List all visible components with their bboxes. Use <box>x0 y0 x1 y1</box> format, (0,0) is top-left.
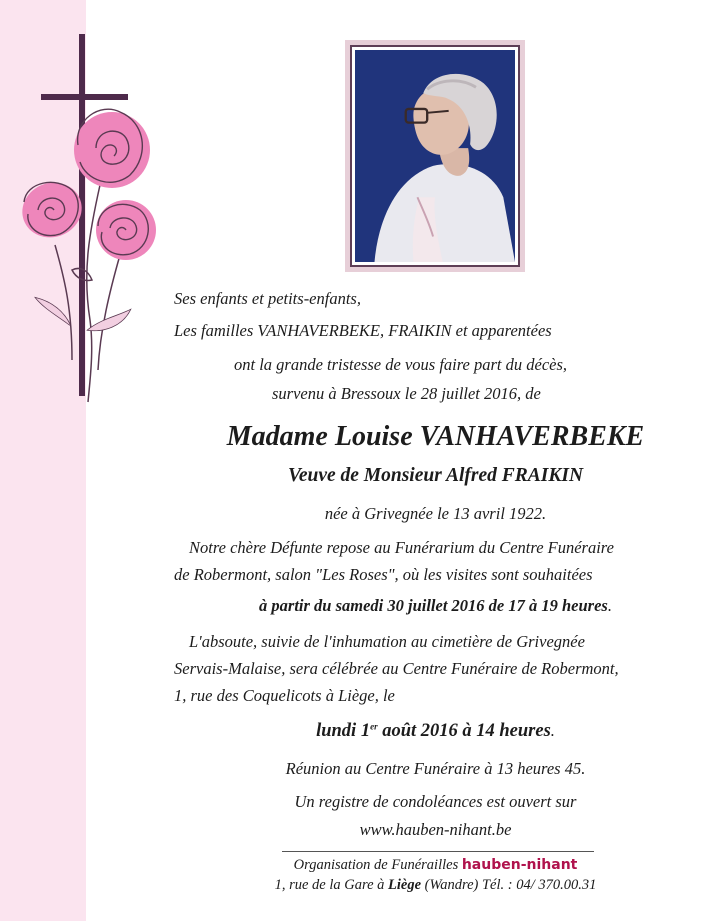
rose-right-icon <box>96 200 156 260</box>
footer-address-2: (Wandre) Tél. : 04/ 370.00.31 <box>424 877 597 893</box>
ceremony-date-part-2: août 2016 à 14 heures <box>377 721 551 741</box>
leaf-left <box>36 298 70 325</box>
footer-address-1: 1, rue de la Gare à <box>274 877 385 893</box>
brand-logo: hauben-nihant <box>461 857 578 873</box>
birth-line: née à Grivegnée le 13 avril 1922. <box>324 504 547 523</box>
deceased-name: Madame Louise VANHAVERBEKE <box>226 421 645 452</box>
ceremony-date-part-1: lundi 1 <box>316 721 371 741</box>
cross-horizontal <box>41 94 128 100</box>
cross-roses-decoration <box>0 30 170 410</box>
widow-of-line: Veuve de Monsieur Alfred FRAIKIN <box>287 465 584 486</box>
footer-divider <box>282 851 594 852</box>
footer-city: Liège <box>388 877 422 893</box>
condolences-line: Un registre de condoléances est ouvert sur <box>294 792 577 811</box>
sorrow-line-1: ont la grande tristesse de vous faire part du décès, <box>234 355 568 374</box>
ceremony-line-1: L'absoute, suivie de l'inhumation au cimetière de Grivegnée <box>189 632 585 651</box>
footer-organisation <box>174 858 697 873</box>
footer-org-label: Organisation de Funérailles <box>293 857 459 873</box>
family-line-1: Ses enfants et petits-enfants, <box>174 289 361 308</box>
visitation-times-end: . <box>607 596 612 615</box>
ceremony-date-end: . <box>550 721 555 740</box>
sorrow-line-2: survenu à Bressoux le 28 juillet 2016, de <box>272 384 541 403</box>
condolences-url[interactable]: www.hauben-nihant.be <box>359 820 512 839</box>
rose-top-icon <box>74 109 150 188</box>
reunion-line: Réunion au Centre Funéraire à 13 heures 45. <box>285 759 586 778</box>
family-line-2: Les familles VANHAVERBEKE, FRAIKIN et apparentées <box>174 321 552 340</box>
visitation-times <box>174 598 697 615</box>
visitation-times-text: à partir du samedi 30 juillet 2016 de 17 à 19 heures <box>259 596 608 615</box>
ceremony-date-sup: er <box>370 721 378 732</box>
rose-left-icon <box>15 174 90 245</box>
visitation-line-1: Notre chère Défunte repose au Funérarium du Centre Funéraire <box>189 538 614 557</box>
ceremony-line-2: Servais-Malaise, sera célébrée au Centre Funéraire de Robermont, <box>174 659 619 678</box>
ceremony-line-3: 1, rue des Coquelicots à Liège, le <box>174 686 395 705</box>
leaf-right <box>88 310 130 330</box>
portrait-photo <box>355 50 515 262</box>
portrait-frame <box>345 40 525 272</box>
visitation-line-2: de Robermont, salon "Les Roses", où les visites sont souhaitées <box>174 565 593 584</box>
footer-address <box>174 878 697 893</box>
portrait-border <box>350 45 520 267</box>
ceremony-date <box>174 722 697 741</box>
